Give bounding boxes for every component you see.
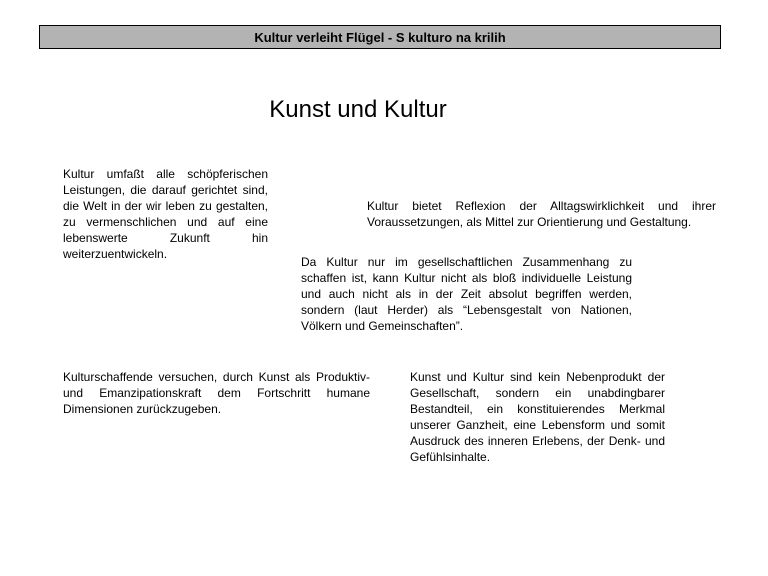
text-block-definition: Kultur umfaßt alle schöpferischen Leistungen, die darauf gerichtet sind, die Welt in der wir leben zu gestalten, zu vermenschlichen und auf eine lebenswerte Zukunft hin weiterzuentwickeln. — [63, 167, 268, 261]
text-block-integral-part: Kunst und Kultur sind kein Nebenprodukt der Gesellschaft, sondern ein unabdingbarer Bestandteil, ein konstituierendes Merkmal unserer Ganzheit, eine Lebensform und somit Ausdruck des inneren Erlebens, der Denk- und Gefühlsinhalte. — [410, 370, 665, 464]
text-block-creators: Kulturschaffende versuchen, durch Kunst als Produktiv- und Emanzipationskraft dem Fortschritt humane Dimensionen zurückzugeben. — [63, 370, 370, 416]
text-block-reflection: Kultur bietet Reflexion der Alltagswirklichkeit und ihrer Voraussetzungen, als Mittel zur Orientierung und Gestaltung. — [367, 199, 716, 229]
page-title: Kunst und Kultur — [269, 96, 447, 123]
header-title: Kultur verleiht Flügel - S kulturo na krilih — [254, 29, 506, 45]
header-bar — [39, 25, 721, 49]
text-block-herder: Da Kultur nur im gesellschaftlichen Zusammenhang zu schaffen ist, kann Kultur nicht als bloß individuelle Leistung und auch nicht als in der Zeit absolut begriffen werden, sondern (laut Herder) als “Lebensgestalt von Nationen, Völkern und Gemeinschaften”. — [301, 255, 632, 333]
